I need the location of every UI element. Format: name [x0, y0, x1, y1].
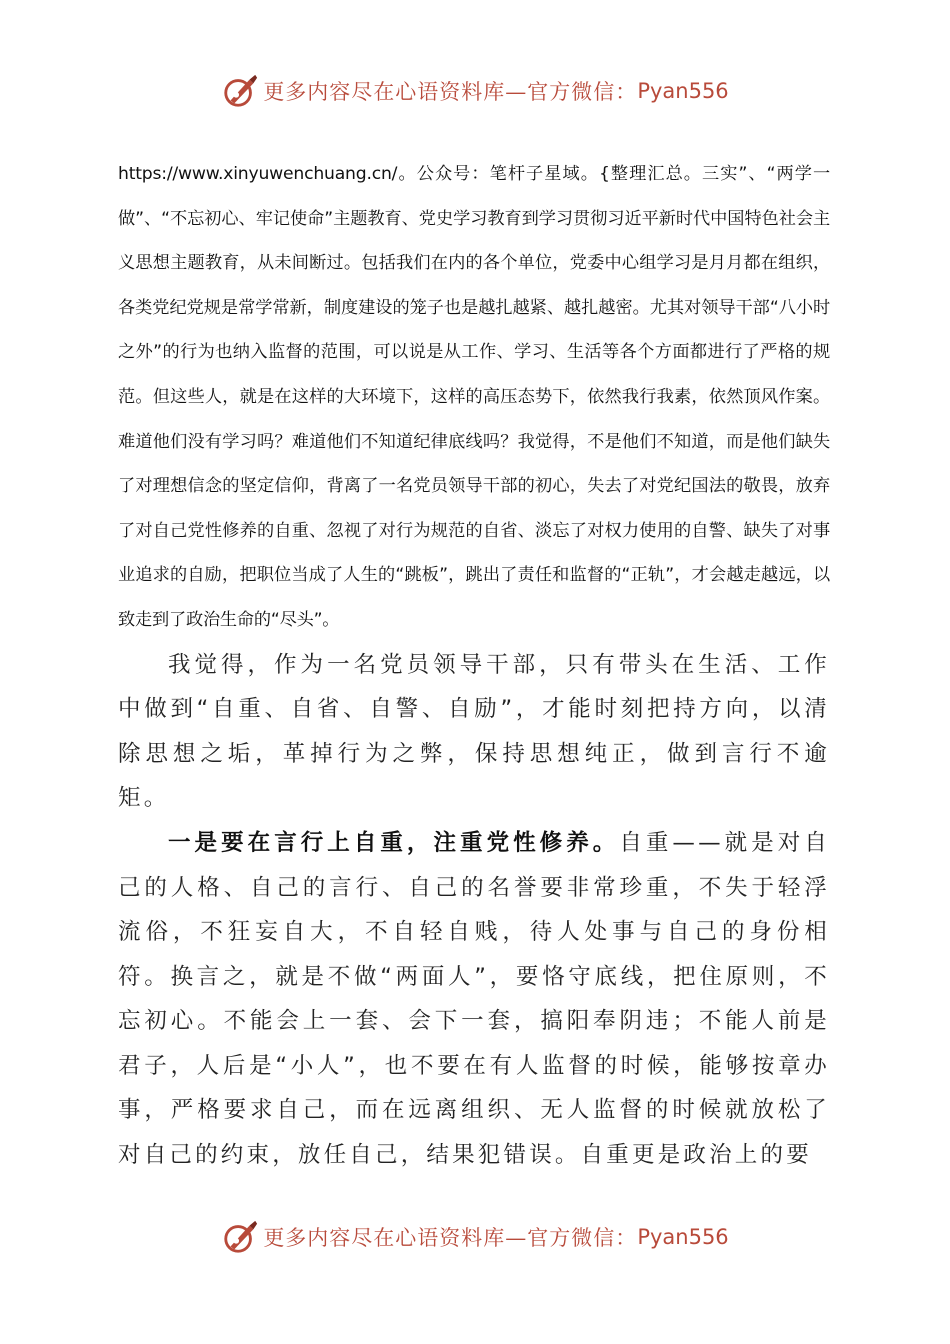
paragraph-2: 我觉得，作为一名党员领导干部，只有带头在生活、工作中做到“自重、自省、自警、自励”，才能时刻把持方向，以清除思想之垢，革掉行为之弊，保持思想纯正，做到言行不逾矩。 [118, 651, 830, 812]
pen-logo-icon [221, 1218, 259, 1256]
header-watermark [0, 66, 950, 116]
header-watermark-text: 更多内容尽在心语资料库—官方微信： [263, 80, 638, 104]
paragraph-3 [118, 821, 830, 1178]
footer-watermark [0, 1212, 950, 1262]
document-body [118, 152, 830, 1178]
paragraph-1: https://www.xinyuwenchuang.cn/。公众号：笔杆子星域。{整理汇总。三实”、“两学一做”、“不忘初心、牢记使命”主题教育、党史学习教育到学习贯彻习近平新时代中国特色社会主义思想主题教育，从未间断过。包括我们在内的各个单位，党委中心组学习是月月都在组织，各类党纪党规是常学常新，制度建设的笼子也是越扎越紧、越扎越密。尤其对领导干部“八小时之外”的行为也纳入监督的范围，可以说是从工作、学习、生活等各个方面都进行了严格的规范。但这些人，就是在这样的大环境下，这样的高压态势下，依然我行我素，依然顶风作案。难道他们没有学习吗？难道他们不知道纪律底线吗？我觉得，不是他们不知道，而是他们缺失了对理想信念的坚定信仰，背离了一名党员领导干部的初心，失去了对党纪国法的敬畏，放弃了对自己党性修养的自重、忽视了对行为规范的自省、淡忘了对权力使用的自警、缺失了对事业追求的自励，把职位当成了人生的“跳板”，跳出了责任和监督的“正轨”，才会越走越远，以致走到了政治生命的“尽头”。 [118, 164, 830, 630]
footer-watermark-text: 更多内容尽在心语资料库—官方微信： [263, 1226, 638, 1250]
footer-wechat-id: Pyan556 [637, 1225, 729, 1249]
pen-logo-icon [221, 72, 259, 110]
header-wechat-id: Pyan556 [637, 79, 729, 103]
paragraph-3-body: 自重——就是对自己的人格、自己的言行、自己的名誉要非常珍重，不失于轻浮流俗，不狂妄自大，不自轻自贱，待人处事与自己的身份相符。换言之，就是不做“两面人”，要恪守底线，把住原则，不忘初心。不能会上一套、会下一套，搞阳奉阴违；不能人前是君子，人后是“小人”，也不要在有人监督的时候，能够按章办事，严格要求自己，而在远离组织、无人监督的时候就放松了对自己的约束，放任自己，结果犯错误。自重更是政治上的要 [118, 829, 830, 1169]
paragraph-3-lead: 一是要在言行上自重，注重党性修养。 [168, 829, 620, 856]
